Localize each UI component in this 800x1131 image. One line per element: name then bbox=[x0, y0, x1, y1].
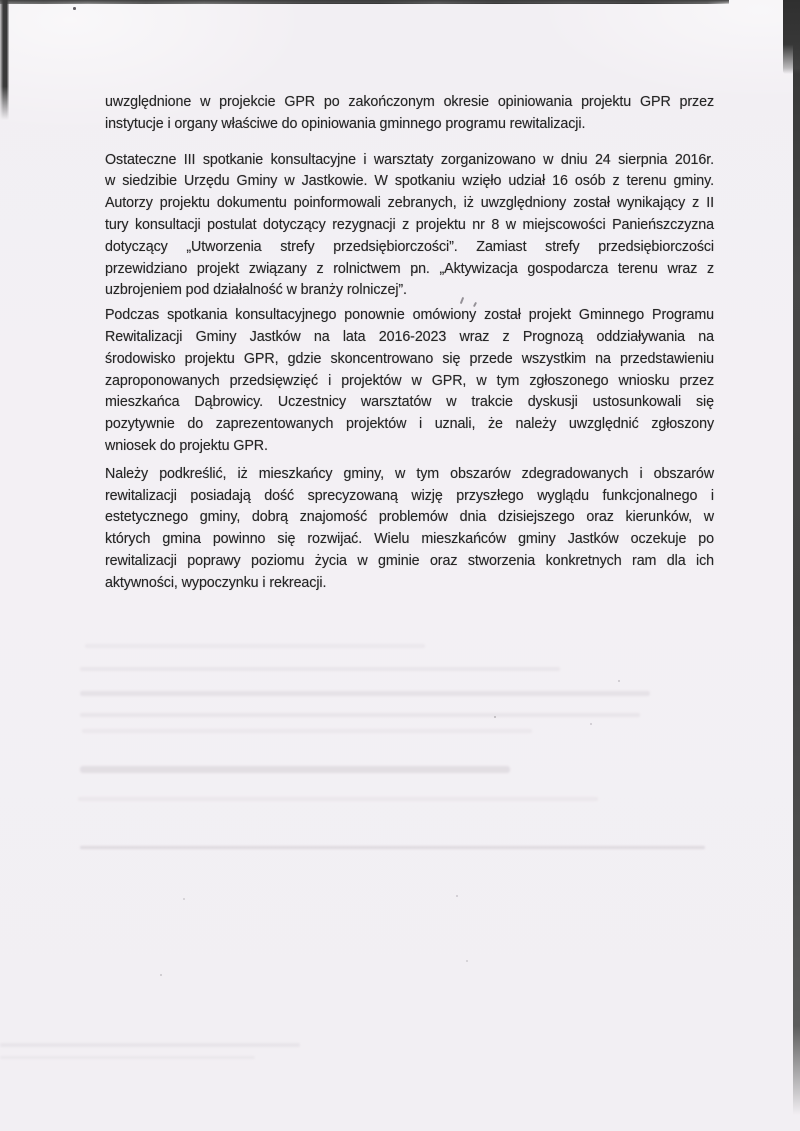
text-line: rewitalizacji posiadają dość sprecyzowaną wizję przyszłego wyglądu funkcjonalnego i bbox=[105, 487, 714, 504]
scan-edge-right bbox=[793, 0, 800, 1115]
scan-speck bbox=[456, 895, 458, 897]
bleed-through-streak bbox=[85, 644, 425, 648]
scan-speck bbox=[415, 270, 418, 273]
paragraph-1 bbox=[105, 92, 714, 136]
scan-speck bbox=[160, 974, 162, 976]
text-line: uwzględnione w projekcie GPR po zakończonym okresie opiniowania projektu GPR przez bbox=[105, 94, 714, 110]
text-line: mieszkańca Dąbrowicy. Uczestnicy warsztatów w trakcie dyskusji ustosunkowali się bbox=[105, 394, 714, 411]
text-line: Należy podkreślić, iż mieszkańcy gminy, w tym obszarów zdegradowanych i obszarów bbox=[105, 465, 714, 482]
text-line: uzbrojeniem pod działalność w branży rolniczej”. bbox=[105, 282, 407, 299]
bleed-through-streak bbox=[80, 691, 650, 696]
text-line: rewitalizacji poprawy poziomu życia w gminie oraz stworzenia konkretnych ram dla ich bbox=[105, 552, 714, 569]
bleed-through-streak bbox=[80, 766, 510, 773]
bleed-through-streak bbox=[0, 1043, 300, 1047]
text-line: wniosek do projektu GPR. bbox=[105, 437, 268, 454]
bleed-through-streak bbox=[80, 846, 705, 849]
text-line: Autorzy projektu dokumentu poinformowali zebranych, iż uwzględniony został wynikający z II bbox=[105, 195, 714, 212]
document-body bbox=[105, 92, 714, 595]
bleed-through-streak bbox=[80, 713, 640, 717]
scan-edge-left bbox=[0, 0, 9, 120]
paragraph-2 bbox=[105, 150, 714, 303]
bleed-through-streak bbox=[0, 1056, 255, 1059]
scan-speck bbox=[494, 716, 496, 718]
text-line: Podczas spotkania konsultacyjnego ponownie omówiony został projekt Gminnego Programu bbox=[105, 307, 714, 324]
text-line: instytucje i organy właściwe do opiniowania gminnego programu rewitalizacji. bbox=[105, 115, 586, 132]
text-line: aktywności, wypoczynku i rekreacji. bbox=[105, 574, 327, 591]
paragraph-3 bbox=[105, 305, 714, 458]
text-line: których gmina powinno się rozwijać. Wielu mieszkańców gminy Jastków oczekuje po bbox=[105, 531, 714, 548]
scan-speck bbox=[466, 960, 468, 962]
text-line: Ostateczne III spotkanie konsultacyjne i warsztaty zorganizowano w dniu 24 sierpnia 2016r. bbox=[105, 151, 714, 168]
text-line: dotyczący „Utworzenia strefy przedsiębiorczości”. Zamiast strefy przedsiębiorczości bbox=[105, 238, 714, 255]
text-line: estetycznego gminy, dobrą znajomość problemów dnia dzisiejszego oraz kierunków, w bbox=[105, 509, 714, 526]
text-line: przewidziano projekt związany z rolnictwem pn. „Aktywizacja gospodarcza terenu wraz z bbox=[105, 260, 714, 277]
text-line: tury konsultacji postulat dotyczący rezygnacji z projektu nr 8 w miejscowości Panieńszczyzna bbox=[105, 216, 714, 233]
scan-edge-top bbox=[0, 0, 729, 4]
bleed-through-streak bbox=[82, 729, 532, 733]
scan-speck bbox=[73, 7, 76, 10]
bleed-through-streak bbox=[80, 667, 560, 671]
text-line: zaproponowanych przedsięwzięć i projektów w GPR, w tym zgłoszonego wniosku przez bbox=[105, 372, 714, 389]
paragraph-4 bbox=[105, 464, 714, 595]
scan-speck bbox=[590, 723, 592, 725]
text-line: środowisko projektu GPR, gdzie skoncentrowano się przede wszystkim na przedstawieniu bbox=[105, 350, 714, 367]
scan-speck bbox=[618, 680, 620, 682]
text-line: w siedzibie Urzędu Gminy w Jastkowie. W spotkaniu wzięło udział 16 osób z terenu gminy. bbox=[105, 173, 714, 190]
text-line: pozytywnie do zaprezentowanych projektów i uznali, że należy uwzględnić zgłoszony bbox=[105, 416, 714, 433]
scan-speck bbox=[183, 898, 185, 900]
text-line: Rewitalizacji Gminy Jastków na lata 2016-2023 wraz z Prognozą oddziaływania na bbox=[105, 328, 714, 345]
scan-edge-right-top bbox=[783, 0, 800, 74]
bleed-through-streak bbox=[78, 797, 598, 801]
